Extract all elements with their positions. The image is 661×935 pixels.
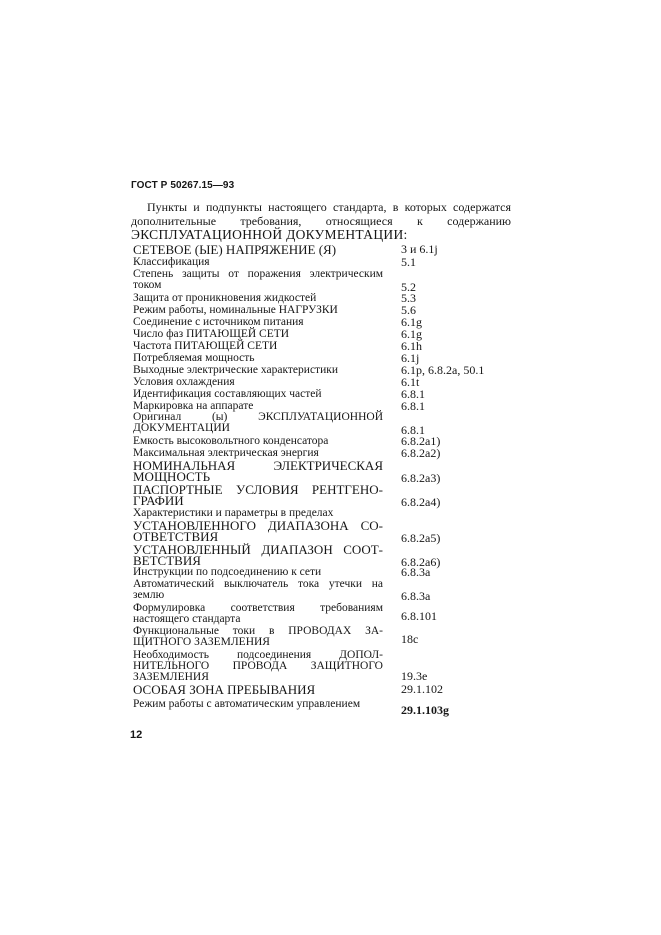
index-term: Классификация	[133, 256, 210, 268]
index-term: УСТАНОВЛЕННЫЙ ДИАПАЗОН СООТВЕТСТВИЯ	[133, 542, 383, 568]
index-row	[133, 377, 513, 388]
index-term: Функциональные токи в ПРОВОДАХ ЗАЩИТНОГО ЗАЗЕМЛЕНИЯ	[133, 625, 383, 648]
index-row	[133, 482, 513, 509]
index-row	[133, 329, 513, 340]
index-clause: 19.3e	[401, 669, 428, 683]
index-clause: 29.1.103g	[401, 703, 449, 717]
index-term: Число фаз ПИТАЮЩЕЙ СЕТИ	[133, 328, 290, 340]
index-term: Степень защиты от поражения электрическим током	[133, 268, 383, 291]
index-row	[133, 603, 513, 625]
index-clause: 6.8.1	[401, 387, 425, 401]
index-term: Частота ПИТАЮЩЕЙ СЕТИ	[133, 340, 278, 352]
index-term: Идентификация составляющих частей	[133, 388, 322, 400]
index-term: Потребляемая мощность	[133, 352, 255, 364]
document-header: ГОСТ Р 50267.15—93	[131, 180, 235, 191]
index-clause: 6.8.3a	[401, 565, 431, 579]
index-clause: 6.1j	[401, 351, 420, 365]
index-row	[133, 542, 513, 569]
index-term: Режим работы с автоматическим управлением	[133, 698, 361, 710]
index-clause: 6.1h	[401, 339, 422, 353]
index-term: Максимальная электрическая энергия	[133, 447, 319, 459]
index-clause: 5.6	[401, 303, 416, 317]
index-row	[133, 684, 513, 695]
index-clause: 6.8.2a3)	[401, 471, 441, 485]
index-clause: 6.8.3a	[401, 589, 431, 603]
index-row	[133, 411, 513, 437]
index-row	[133, 293, 513, 304]
index-row	[133, 626, 513, 648]
index-row	[133, 268, 513, 294]
index-clause: 6.1g	[401, 327, 422, 341]
index-term: Формулировка соответствия требованиям настоящего стандарта	[133, 602, 383, 625]
index-row	[133, 257, 513, 268]
index-term: Режим работы, номинальные НАГРУЗКИ	[133, 304, 338, 316]
index-clause: 29.1.102	[401, 682, 443, 696]
index-clause: 6.8.101	[401, 609, 437, 623]
index-row	[133, 389, 513, 400]
index-term: Оригинал (ы) ЭКСПЛУАТАЦИОННОЙ ДОКУМЕНТАЦИИ	[133, 411, 383, 434]
index-term: Инструкции по подсоединению к сети	[133, 566, 322, 578]
index-row	[133, 317, 513, 328]
index-clause: 6.8.2a4)	[401, 495, 441, 509]
index-term: Условия охлаждения	[133, 376, 235, 388]
index-term: СЕТЕВОЕ (ЫЕ) НАПРЯЖЕНИЕ (Я)	[133, 242, 337, 257]
index-clause: 6.8.2a2)	[401, 446, 441, 460]
intro-text: Пункты и подпункты настоящего стандарта, в которых содержатся дополнительные требования, относящиеся к содержанию	[131, 200, 511, 228]
index-row	[133, 341, 513, 352]
index-clause: 6.1p, 6.8.2a, 50.1	[401, 363, 485, 377]
index-term: УСТАНОВЛЕННОГО ДИАПАЗОНА СООТВЕТСТВИЯ	[133, 518, 383, 544]
index-row	[133, 579, 513, 601]
index-term: Выходные электрические характеристики	[133, 364, 338, 376]
index-term: Характеристики и параметры в пределах	[133, 507, 334, 519]
index-term: Емкость высоковольтного конденсатора	[133, 435, 329, 447]
index-clause: 6.8.2a6)	[401, 555, 441, 569]
index-clause: 5.2	[401, 280, 416, 294]
index-clause: 6.1g	[401, 315, 422, 329]
index-clause: 3 и 6.1j	[401, 242, 438, 256]
index-clause: 6.8.2a1)	[401, 434, 441, 448]
intro-caps: ЭКСПЛУАТАЦИОННОЙ ДОКУМЕНТАЦИИ:	[131, 227, 408, 242]
index-term: ОСОБАЯ ЗОНА ПРЕБЫВАНИЯ	[133, 682, 316, 697]
index-term: НОМИНАЛЬНАЯ ЭЛЕКТРИЧЕСКАЯ МОЩНОСТЬ	[133, 458, 383, 484]
index-row	[133, 458, 513, 485]
index-clause: 6.8.1	[401, 423, 425, 437]
index-row	[133, 567, 513, 578]
index-clause: 5.1	[401, 255, 416, 269]
index-row	[133, 305, 513, 316]
index-term: Соединение с источником питания	[133, 316, 304, 328]
index-term: Маркировка на аппарате	[133, 400, 254, 412]
index-row	[133, 650, 513, 683]
index-clause: 6.8.2a5)	[401, 531, 441, 545]
intro-paragraph	[131, 201, 511, 243]
index-clause: 5.3	[401, 291, 416, 305]
index-clause: 18c	[401, 632, 419, 646]
index-row	[133, 698, 513, 717]
index-term: Необходимость подсоединения ДОПОЛНИТЕЛЬНОГО ПРОВОДА ЗАЩИТНОГО ЗАЗЕМЛЕНИЯ	[133, 649, 383, 683]
index-row	[133, 518, 513, 545]
index-row	[133, 244, 513, 255]
index-term: Автоматический выключатель тока утечки на землю	[133, 578, 383, 601]
index-term: Защита от проникновения жидкостей	[133, 292, 317, 304]
index-term: ПАСПОРТНЫЕ УСЛОВИЯ РЕНТГЕНОГРАФИИ	[133, 482, 383, 508]
index-clause: 6.8.1	[401, 399, 425, 413]
index-row	[133, 436, 513, 447]
page-number: 12	[130, 729, 143, 741]
index-clause: 6.1t	[401, 375, 420, 389]
index-row	[133, 365, 513, 376]
